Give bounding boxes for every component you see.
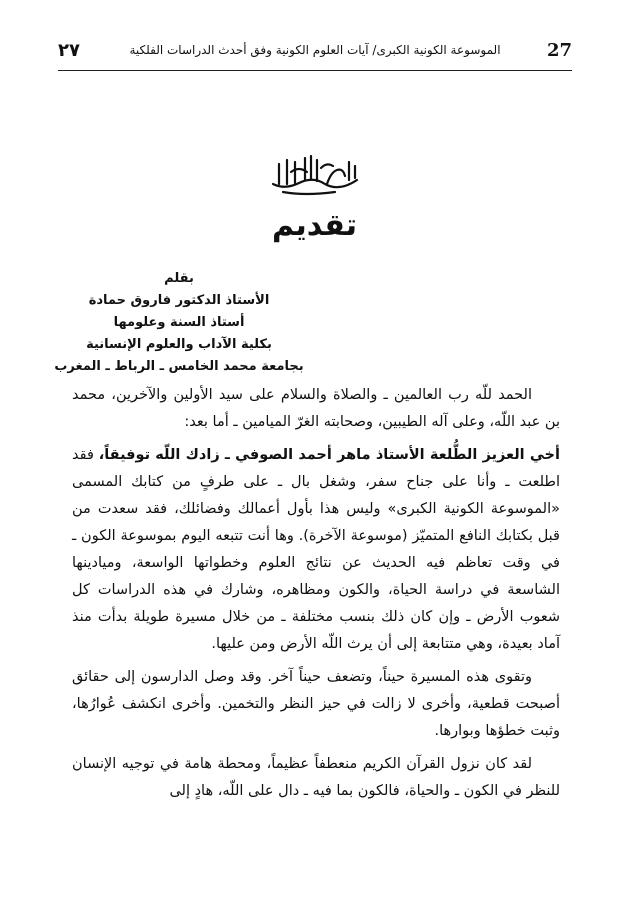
page-number-arabic: ٢٧ bbox=[58, 40, 80, 61]
author-line: الأستاذ الدكتور فاروق حمادة bbox=[88, 293, 270, 308]
author-line: بجامعة محمد الخامس ـ الرباط ـ المغرب bbox=[54, 359, 304, 374]
page-header bbox=[58, 40, 572, 68]
paragraph bbox=[72, 442, 560, 658]
basmala-calligraphy-icon bbox=[265, 150, 365, 198]
paragraph: وتقوى هذه المسيرة حيناً، وتضعف حيناً آخر. وقد وصل الدارسون إلى حقائق أصبحت قطعية، وأخرى لا زالت في حيز النظر والتخمين. وأخرى انكشف عُوارُها، وثبت خطؤها وبوارها. bbox=[72, 669, 560, 739]
header-divider bbox=[58, 70, 572, 71]
basmala-calligraphy bbox=[0, 150, 629, 202]
author-line: بقلم bbox=[164, 271, 194, 286]
author-line: بكلية الآداب والعلوم الإنسانية bbox=[86, 337, 272, 352]
paragraph-lead: أخي العزيز الطُّلعة الأستاذ ماهر أحمد الصوفي ـ زادك اللّه توفيقاً، bbox=[98, 447, 560, 463]
page-number-latin: 27 bbox=[546, 40, 572, 61]
author-block bbox=[0, 268, 358, 378]
chapter-title: تقديم bbox=[272, 208, 357, 243]
paragraph: الحمد للّه رب العالمين ـ والصلاة والسلام على سيد الأولين والآخرين، محمد بن عبد اللّه، وعلى آله الطيبين، وصحابته الغرّ الميامين ـ أما بعد: bbox=[72, 387, 560, 430]
paragraph: لقد كان نزول القرآن الكريم منعطفاً عظيماً، ومحطة هامة في توجيه الإنسان للنظر في الكون ـ والحياة، فالكون بما فيه ـ دال على اللّه، هادٍ إلى bbox=[72, 756, 560, 799]
paragraph-text: فقد اطلعت ـ وأنا على جناح سفر، وشغل بال ـ على طرفٍ من كتابك المسمى «الموسوعة الكونية الكبرى» وليس هذا بأول أعمالك وفضائلك، فقد سعدت من قبل بكتابك النافع المتميّز (موسوعة الآخرة). وها أنت تتبعه اليوم بموسوعة الكون ـ في وقت تعاظم فيه الحديث عن نتائج العلوم وخطواتها الواسعة، وميادينها الشاسعة في دراسة الحياة، والكون ومظاهره، وشارك في هذه الدراسات كل شعوب الأرض ـ وإن كان ذلك بنسب مختلفة ـ من خلال مسيرة طويلة بدأت منذ آماد بعيدة، وهي متتابعة إلى أن يرث اللّه الأرض ومن عليها. bbox=[72, 447, 560, 652]
author-line: أستاذ السنة وعلومها bbox=[113, 315, 245, 330]
body-text bbox=[72, 382, 560, 811]
running-title: الموسوعة الكونية الكبرى/ آيات العلوم الكونية وفق أحدث الدراسات الفلكية bbox=[129, 43, 501, 57]
